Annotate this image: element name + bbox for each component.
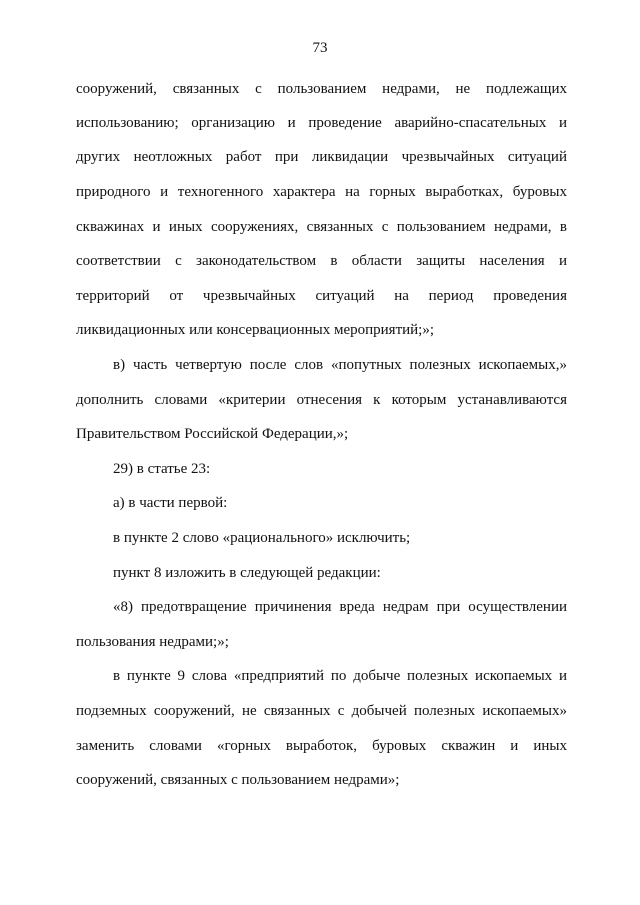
text-line: подземных сооружений, не связанных с добычей полезных ископаемых»	[76, 703, 567, 719]
text-line: заменить словами «горных выработок, буровых скважин и иных	[76, 738, 567, 754]
text-line: территорий от чрезвычайных ситуаций на период проведения	[76, 288, 567, 304]
text-line: других неотложных работ при ликвидации чрезвычайных ситуаций	[76, 149, 567, 165]
text-line: сооружений, связанных с пользованием недрами»;	[76, 772, 400, 788]
text-line: пользования недрами;»;	[76, 634, 229, 650]
text-line: пункт 8 изложить в следующей редакции:	[113, 565, 381, 581]
text-line: Правительством Российской Федерации,»;	[76, 426, 349, 442]
text-line: скважинах и иных сооружениях, связанных с пользованием недрами, в	[76, 219, 567, 235]
page-number: 73	[312, 40, 328, 56]
text-line: использованию; организацию и проведение аварийно-спасательных и	[76, 115, 567, 131]
text-line: в) часть четвертую после слов «попутных полезных ископаемых,»	[113, 357, 567, 373]
text-line: соответствии с законодательством в области защиты населения и	[76, 253, 567, 269]
text-line: а) в части первой:	[113, 495, 228, 511]
text-line: «8) предотвращение причинения вреда недрам при осуществлении	[113, 599, 567, 615]
text-line: в пункте 9 слова «предприятий по добыче полезных ископаемых и	[113, 668, 567, 684]
text-line: природного и техногенного характера на горных выработках, буровых	[76, 184, 567, 200]
text-line: в пункте 2 слово «рационального» исключить;	[113, 530, 411, 546]
text-line: сооружений, связанных с пользованием недрами, не подлежащих	[76, 81, 567, 97]
text-line: ликвидационных или консервационных мероприятий;»;	[76, 322, 435, 338]
text-line: 29) в статье 23:	[113, 461, 211, 477]
text-line: дополнить словами «критерии отнесения к которым устанавливаются	[76, 392, 567, 408]
